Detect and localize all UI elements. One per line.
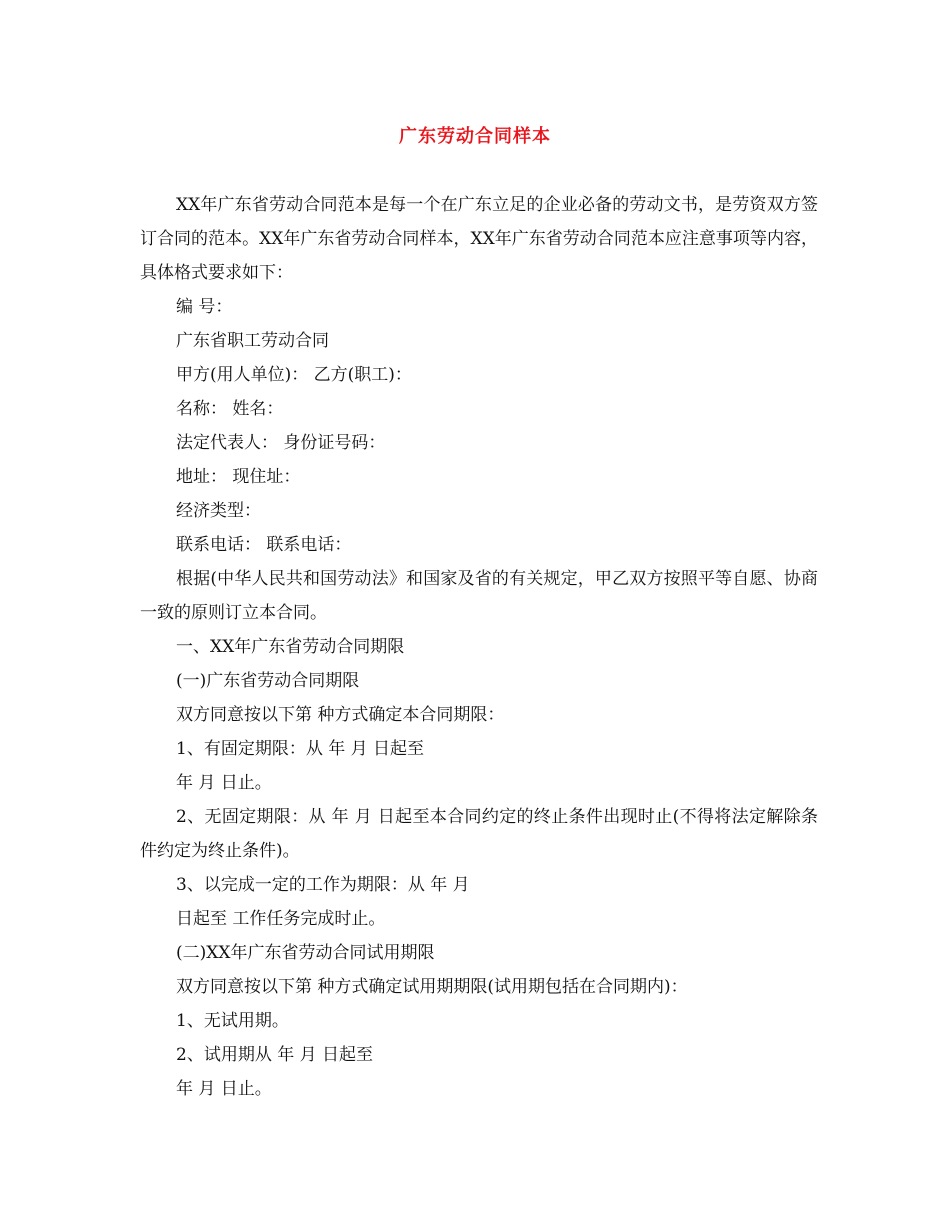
- term-method-line: 双方同意按以下第 种方式确定本合同期限：: [176, 705, 505, 725]
- legal-rep-line: 法定代表人： 身份证号码：: [176, 433, 386, 453]
- task-term-end-line: 日起至 工作任务完成时止。: [176, 909, 386, 929]
- parties-line: 甲方(用人单位)： 乙方(职工)：: [176, 365, 412, 385]
- contract-number-line: 编 号：: [176, 297, 233, 317]
- no-probation-line: 1、无试用期。: [176, 1011, 289, 1031]
- section-heading-1: 一、XX年广东省劳动合同期限: [176, 637, 405, 657]
- document-body: [140, 188, 818, 1106]
- document-title: 广东劳动合同样本: [399, 126, 551, 147]
- address-line: 地址： 现住址：: [176, 467, 301, 487]
- probation-start-line: 2、试用期从 年 月 日起至: [176, 1045, 374, 1065]
- economic-type-line: 经济类型：: [176, 501, 261, 521]
- subsection-heading-2: (二)XX年广东省劳动合同试用期限: [176, 943, 435, 963]
- contract-name-line: 广东省职工劳动合同: [176, 331, 329, 351]
- basis-paragraph: 根据(中华人民共和国劳动法》和国家及省的有关规定，甲乙双方按照平等自愿、协商一致的原则订立本合同。: [140, 569, 818, 623]
- phone-line: 联系电话： 联系电话：: [176, 535, 352, 555]
- open-term-paragraph: 2、无固定期限：从 年 月 日起至本合同约定的终止条件出现时止(不得将法定解除条件约定为终止条件)。: [140, 807, 818, 861]
- intro-paragraph: XX年广东省劳动合同范本是每一个在广东立足的企业必备的劳动文书，是劳资双方签订合同的范本。XX年广东省劳动合同样本，XX年广东省劳动合同范本应注意事项等内容，具体格式要求如下：: [140, 195, 818, 283]
- name-line: 名称： 姓名：: [176, 399, 284, 419]
- task-term-line: 3、以完成一定的工作为期限：从 年 月: [176, 875, 470, 895]
- probation-method-line: 双方同意按以下第 种方式确定试用期期限(试用期包括在合同期内)：: [176, 977, 688, 997]
- fixed-term-line: 1、有固定期限：从 年 月 日起至: [176, 739, 425, 759]
- fixed-term-end-line: 年 月 日止。: [176, 773, 272, 793]
- subsection-heading-1: (一)广东省劳动合同期限: [176, 671, 360, 691]
- probation-end-line: 年 月 日止。: [176, 1079, 272, 1099]
